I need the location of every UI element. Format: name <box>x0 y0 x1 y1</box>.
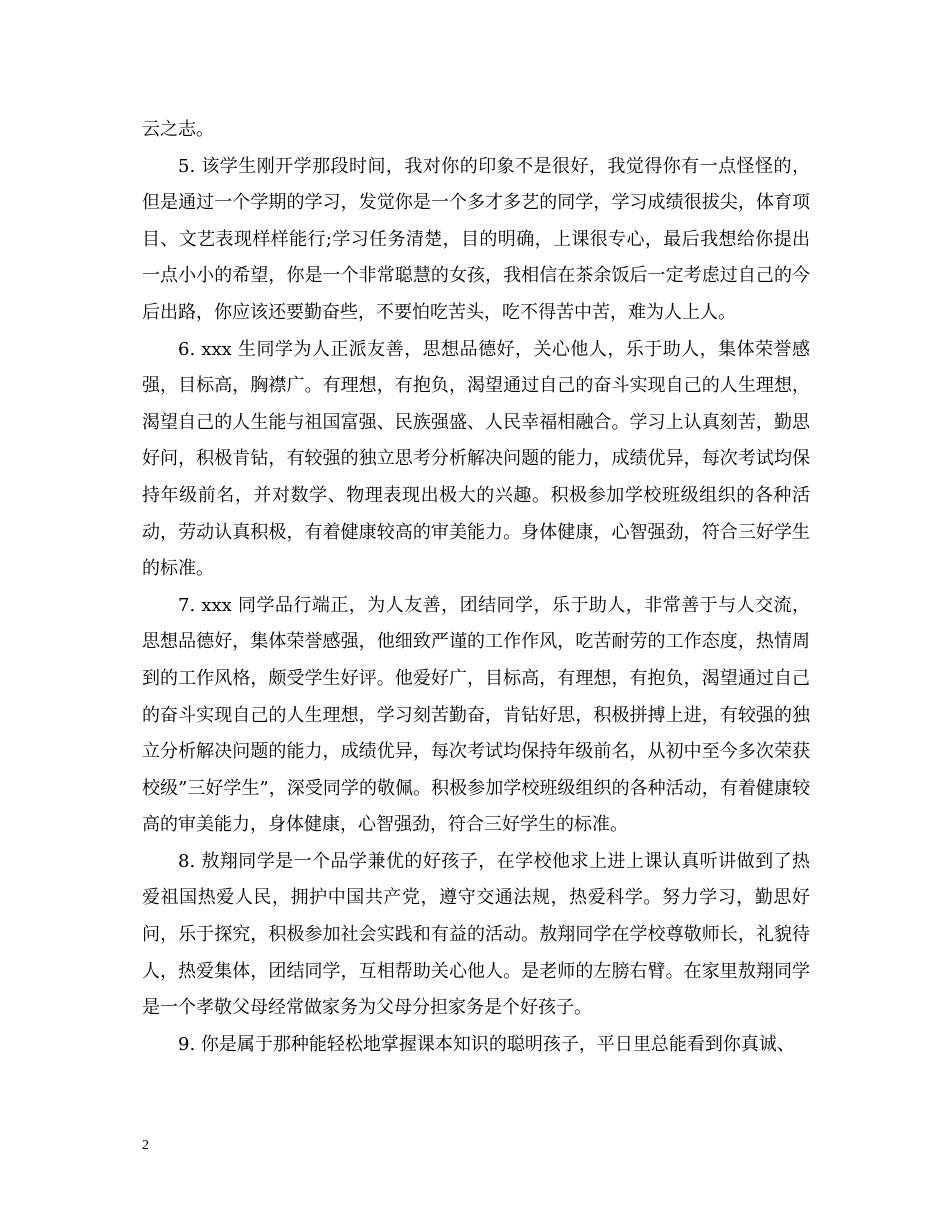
paragraph-item-9: 9. 你是属于那种能轻松地掌握课本知识的聪明孩子，平日里总能看到你真诚、 <box>178 1033 795 1055</box>
body-text <box>142 112 810 1063</box>
paragraph-item-6: 6. xxx 生同学为人正派友善，思想品德好，关心他人，乐于助人，集体荣誉感强，目标高，胸襟广。有理想，有抱负，渴望通过自己的奋斗实现自己的人生理想，渴望自己的人生能与祖国富强、民族强盛、人民幸福相融合。学习上认真刻苦，勤思好问，积极肯钻，有较强的独立思考分析解决问题的能力，成绩优异，每次考试均保持年级前名，并对数学、物理表现出极大的兴趣。积极参加学校班级组织的各种活动，劳动认真积极，有着健康较高的审美能力。身体健康，心智强劲，符合三好学生的标准。 <box>142 338 810 580</box>
paragraph-item-8: 8. 敖翔同学是一个品学兼优的好孩子，在学校他求上进上课认真听讲做到了热爱祖国热爱人民，拥护中国共产党，遵守交通法规，热爱科学。努力学习，勤思好问，乐于探究，积极参加社会实践和有益的活动。敖翔同学在学校尊敬师长，礼貌待人，热爱集体，团结同学，互相帮助关心他人。是老师的左膀右臂。在家里敖翔同学是一个孝敬父母经常做家务为父母分担家务是个好孩子。 <box>142 850 810 1019</box>
paragraph-item-7: 7. xxx 同学品行端正，为人友善，团结同学，乐于助人，非常善于与人交流，思想品德好，集体荣誉感强，他细致严谨的工作作风，吃苦耐劳的工作态度，热情周到的工作风格，颇受学生好评。他爱好广，目标高，有理想，有抱负，渴望通过自己的奋斗实现自己的人生理想，学习刻苦勤奋，肯钻好思，积极拼搏上进，有较强的独立分析解决问题的能力，成绩优异，每次考试均保持年级前名，从初中至今多次荣获校级”三好学生”，深受同学的敬佩。积极参加学校班级组织的各种活动，有着健康较高的审美能力，身体健康，心智强劲，符合三好学生的标准。 <box>142 594 810 836</box>
paragraph-continuation: 云之志。 <box>142 119 214 140</box>
paragraph-item-5: 5. 该学生刚开学那段时间，我对你的印象不是很好，我觉得你有一点怪怪的，但是通过一个学期的学习，发觉你是一个多才多艺的同学，学习成绩很拔尖，体育项目、文艺表现样样能行;学习任务清楚，目的明确，上课很专心，最后我想给你提出一点小小的希望，你是一个非常聪慧的女孩，我相信在茶余饭后一定考虑过自己的今后出路，你应该还要勤奋些，不要怕吃苦头，吃不得苦中苦，难为人上人。 <box>142 155 810 323</box>
page-number: 2 <box>142 1138 149 1153</box>
